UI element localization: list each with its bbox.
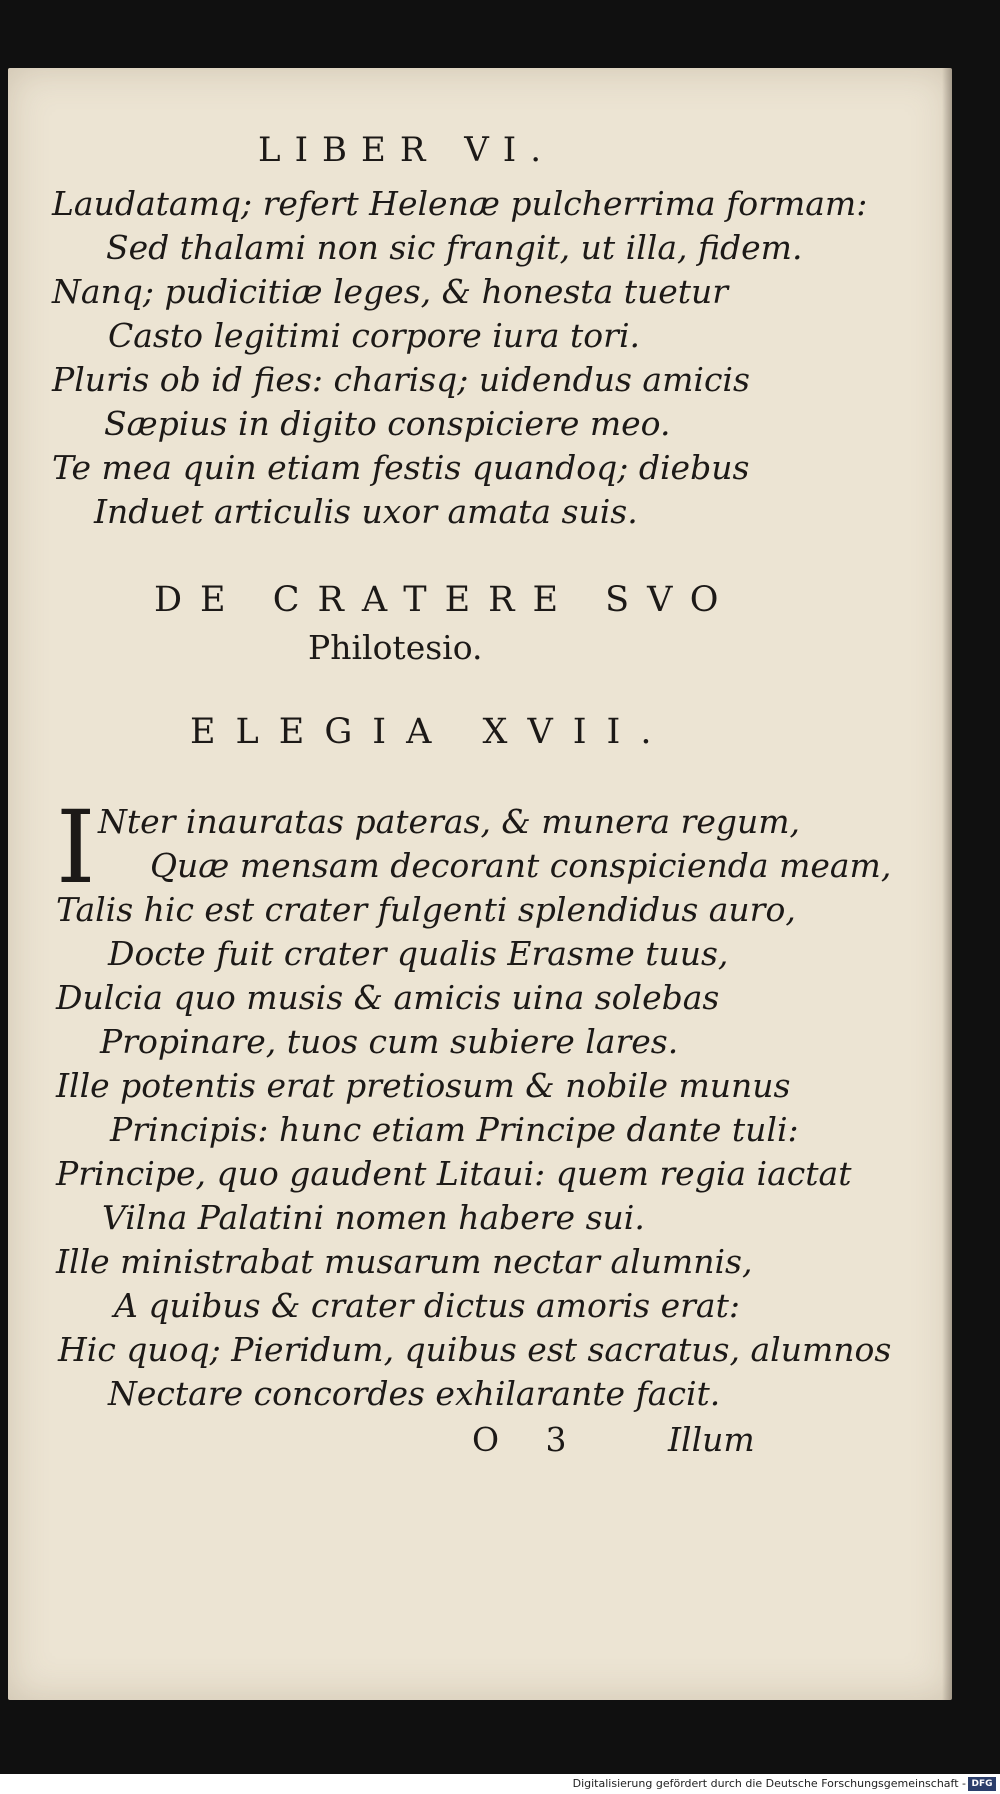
verse-line: Nectare concordes exhilarante facit. — [108, 1374, 721, 1413]
verse-line: Casto legitimi corpore iura tori. — [108, 316, 640, 355]
drop-cap-initial: I — [56, 789, 96, 906]
verse-line: Pluris ob id fies: charisq; uidendus amicis — [52, 360, 750, 399]
verse-line: Principe, quo gaudent Litaui: quem regia iactat — [56, 1154, 852, 1193]
verse-line: Dulcia quo musis & amicis uina solebas — [56, 978, 720, 1017]
verse-line: Docte fuit crater qualis Erasme tuus, — [108, 934, 729, 973]
signature-mark: O 3 — [472, 1420, 585, 1459]
verse-line: Ille ministrabat musarum nectar alumnis, — [56, 1242, 753, 1281]
verse-line: Laudatamq; refert Helenæ pulcherrima formam: — [52, 184, 868, 223]
verse-line: Sed thalami non sic frangit, ut illa, fidem. — [106, 228, 803, 267]
verse-line: Ille potentis erat pretiosum & nobile munus — [56, 1066, 791, 1105]
dfg-logo-icon: DFG — [968, 1777, 996, 1791]
footer-credit: Digitalisierung gefördert durch die Deutsche Forschungsgemeinschaft - — [572, 1777, 966, 1790]
footer-bar — [0, 1774, 1000, 1794]
verse-line: Vilna Palatini nomen habere sui. — [102, 1198, 645, 1237]
verse-line: Propinare, tuos cum subiere lares. — [100, 1022, 679, 1061]
verse-line: Hic quoq; Pieridum, quibus est sacratus, alumnos — [58, 1330, 892, 1369]
verse-line: Nanq; pudicitiæ leges, & honesta tuetur — [52, 272, 729, 311]
verse-line: Nter inauratas pateras, & munera regum, — [98, 802, 801, 841]
verse-line: Sæpius in digito conspiciere meo. — [104, 404, 671, 443]
running-head: LIBER VI. — [258, 130, 556, 170]
verse-line: Talis hic est crater fulgenti splendidus auro, — [56, 890, 796, 929]
elegia-heading: ELEGIA XVII. — [190, 712, 672, 752]
verse-line: Quæ mensam decorant conspicienda meam, — [150, 846, 892, 885]
catchword: Illum — [668, 1420, 755, 1459]
verse-line: Induet articulis uxor amata suis. — [94, 492, 638, 531]
poem-subtitle: Philotesio. — [308, 628, 483, 667]
verse-line: Principis: hunc etiam Principe dante tuli: — [110, 1110, 799, 1149]
page-edge-shadow — [942, 68, 952, 1700]
verse-line: A quibus & crater dictus amoris erat: — [114, 1286, 740, 1325]
verse-line: Te mea quin etiam festis quandoq; diebus — [52, 448, 750, 487]
poem-title: DE CRATERE SVO — [154, 580, 737, 620]
